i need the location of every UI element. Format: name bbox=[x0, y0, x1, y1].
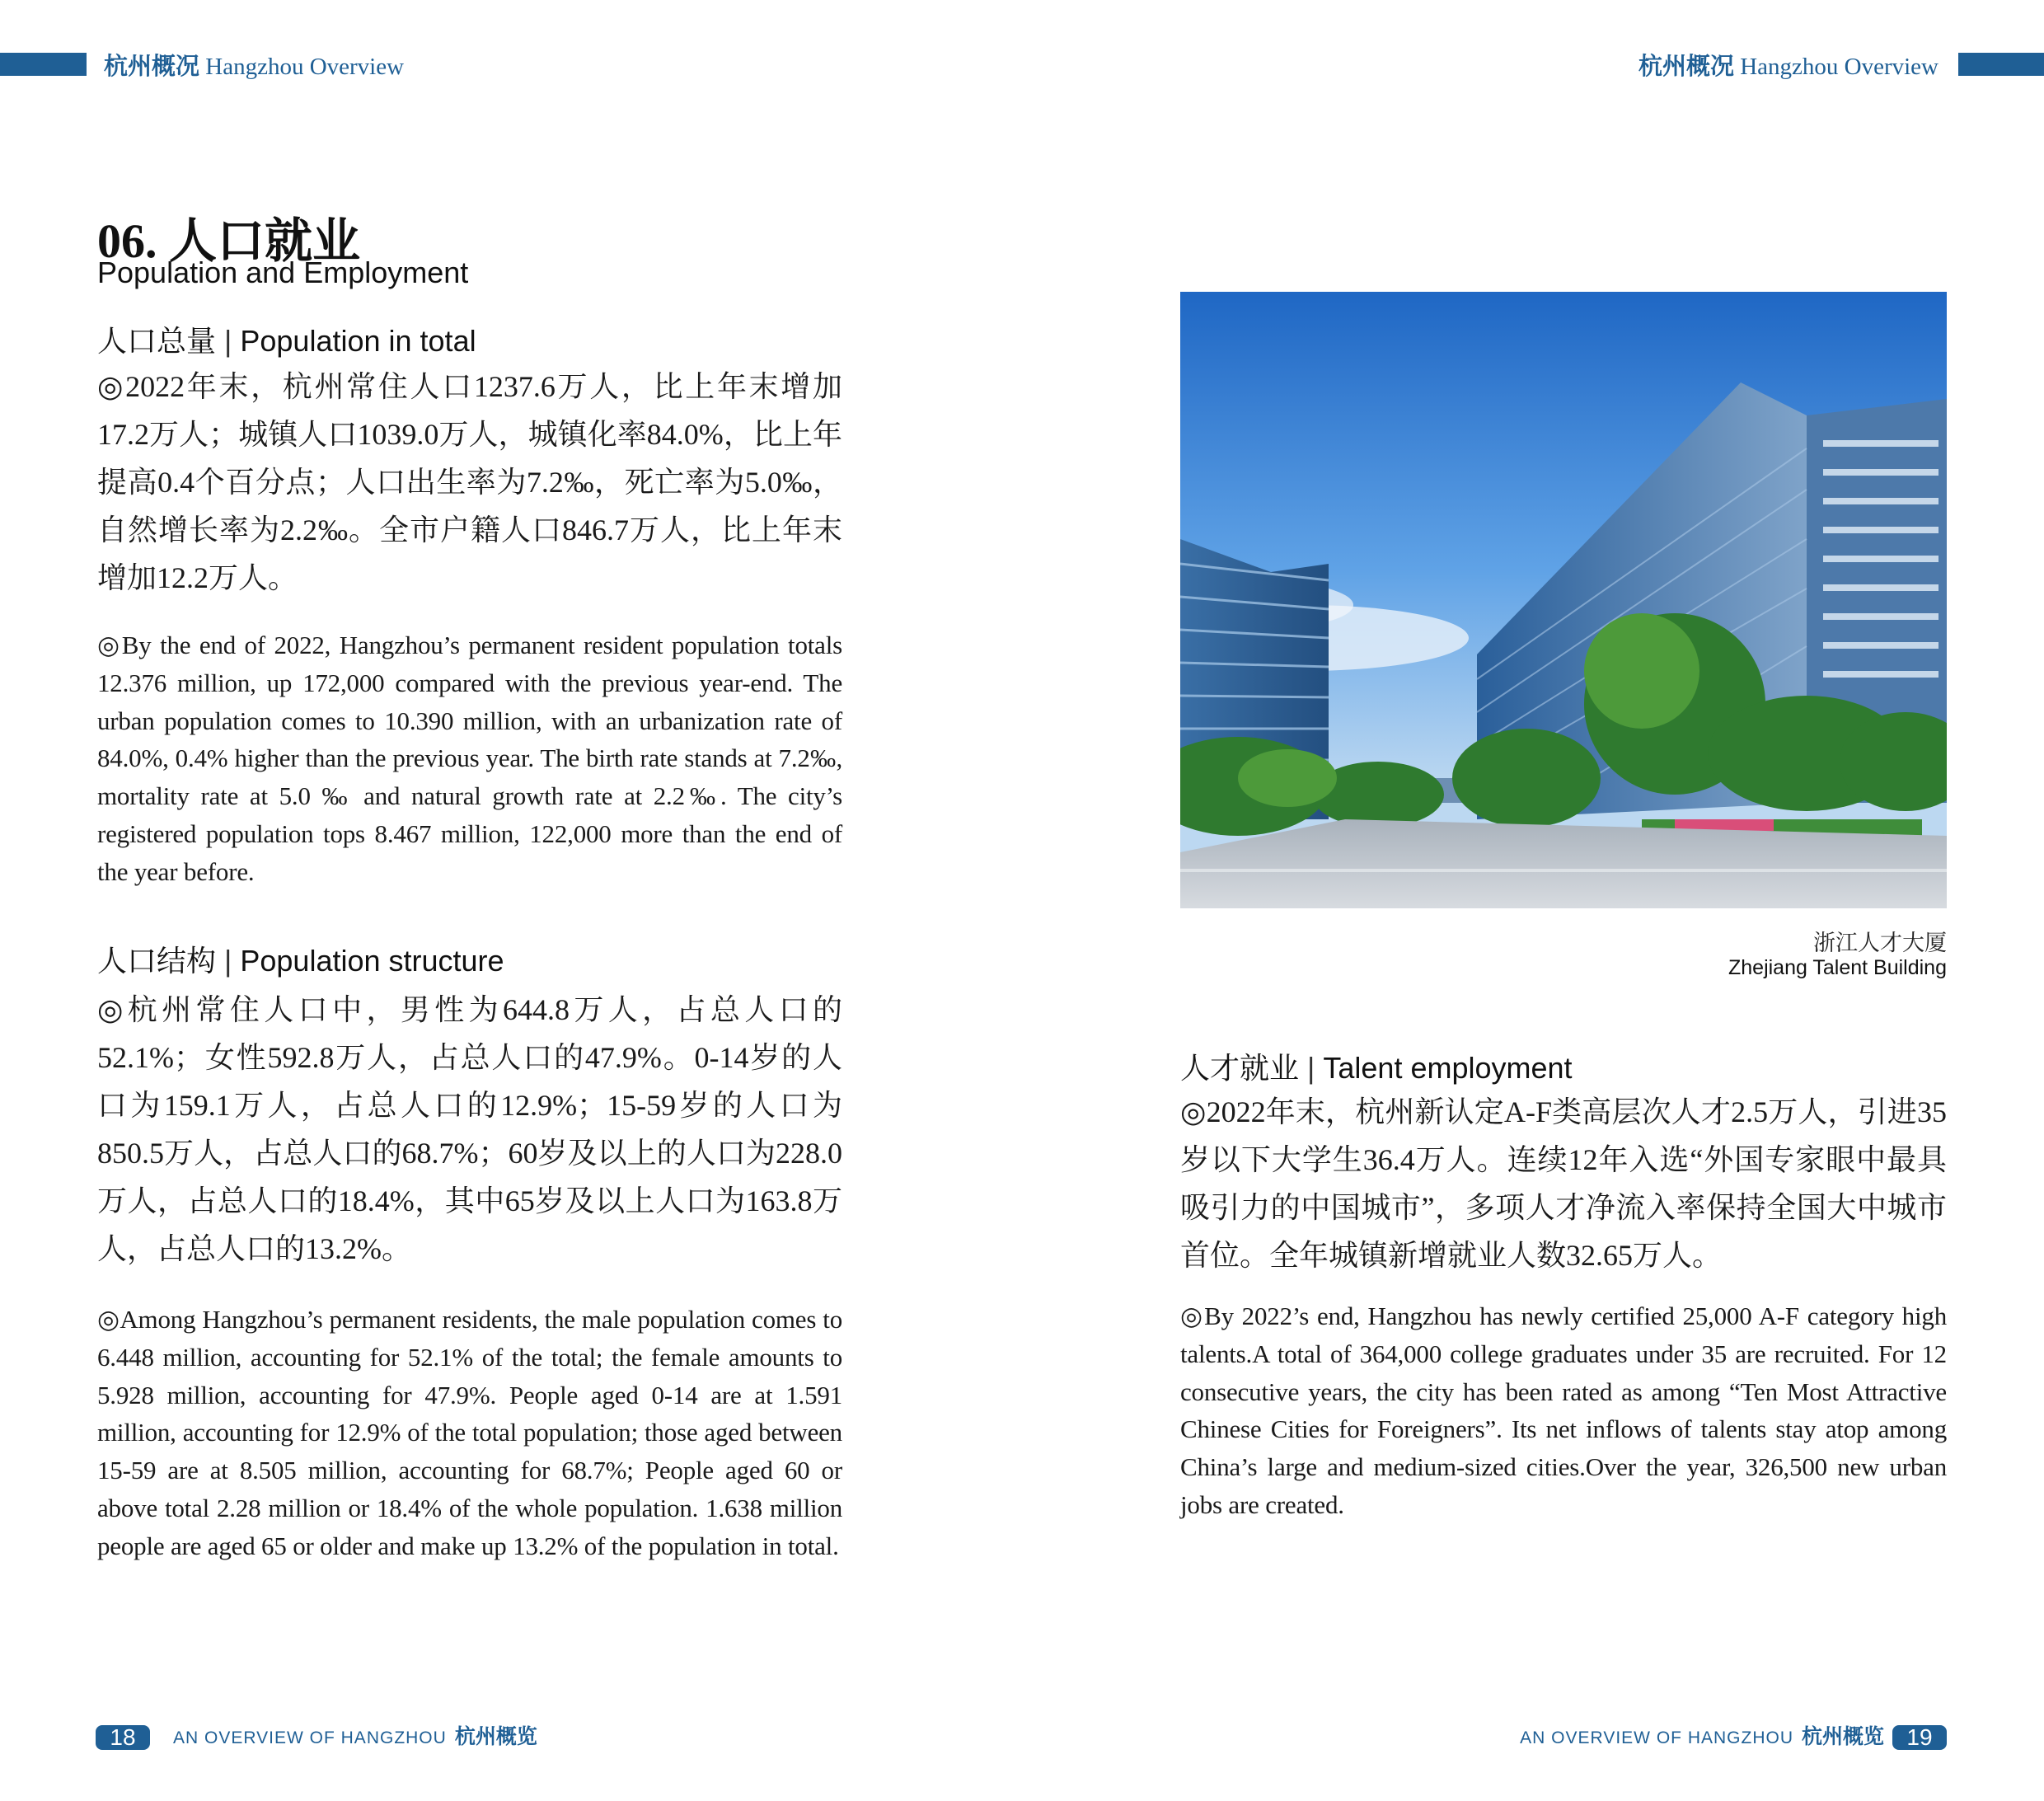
section-heading-talent-employment: 人才就业 | Talent employment bbox=[1180, 1051, 1573, 1085]
footer-left-text: AN OVERVIEW OF HANGZHOU 杭州概览 bbox=[173, 1726, 537, 1748]
chapter-title-en: Population and Employment bbox=[97, 256, 469, 289]
running-head-right: 杭州概况 Hangzhou Overview bbox=[1638, 54, 1939, 80]
photo-caption-en: Zhejiang Talent Building bbox=[1728, 956, 1947, 979]
talent-employment-body-zh: ◎2022年末，杭州新认定A-F类高层次人才2.5万人，引进35岁以下大学生36.4万人。连续12年入选“外国专家眼中最具吸引力的中国城市”，多项人才净流入率保持全国大中城市首位。全年城镇新增就业人数32.65万人。 bbox=[1180, 1095, 1947, 1272]
chapter-title-zh: 06. 人口就业 bbox=[97, 214, 361, 268]
population-structure-body-zh: ◎杭州常住人口中，男性为644.8万人，占总人口的52.1%；女性592.8万人，占总人口的47.9%。0-14岁的人口为159.1万人，占总人口的12.9%；15-59岁的人口为850.5万人，占总人口的68.7%；60岁及以上的人口为228.0万人，占总人口的18.4%，其中65岁及以上人口为163.8万人，占总人口的13.2%。 bbox=[97, 993, 842, 1265]
talent-employment-body-en: ◎By 2022’s end, Hangzhou has newly certified 25,000 A-F category high talents.A total of 364,000 college graduates under 35 are recruited. For 12 consecutive years, the city has been rated as among “Ten Most Attractive Chinese Cities for Foreigners”. Its net inflows of talents stay atop among China’s large and medium-sized cities.Over the year, 326,500 new urban jobs are created. bbox=[1180, 1302, 1947, 1519]
page-number-right: 19 bbox=[1892, 1725, 1947, 1750]
talent-building-photo bbox=[1180, 292, 1947, 908]
population-structure-body-en: ◎Among Hangzhou’s permanent residents, the male population comes to 6.448 million, accounting for 52.1% of the total; the female amounts to 5.928 million, accounting for 47.9%. People aged 0-14 are at 1.591 million, accounting for 12.9% of the total population; those aged between 15-59 are at 8.505 million, accounting for 68.7%; People aged 60 or above total 2.28 million or 18.4% of the whole population. 1.638 million people are aged 65 or older and make up 13.2% of the population in total. bbox=[97, 1305, 842, 1560]
population-total-body-en: ◎By the end of 2022, Hangzhou’s permanent resident population totals 12.376 million, up 172,000 compared with the previous year-end. The urban population comes to 10.390 million, with an urbanization rate of 84.0%, 0.4% higher than the previous year. The birth rate stands at 7.2‰, mortality rate at 5.0 ‰ and natural growth rate at 2.2‰. The city’s registered population tops 8.467 million, 122,000 more than the end of the year before. bbox=[97, 631, 842, 886]
footer-right-text: AN OVERVIEW OF HANGZHOU 杭州概览 bbox=[1520, 1726, 1884, 1748]
header-accent-bar-left bbox=[0, 53, 87, 76]
section-heading-population-total: 人口总量 | Population in total bbox=[97, 324, 476, 358]
header-accent-bar-right bbox=[1958, 53, 2044, 76]
page-number-left: 18 bbox=[96, 1725, 150, 1750]
section-heading-population-structure: 人口结构 | Population structure bbox=[97, 944, 504, 978]
photo-caption-zh: 浙江人才大厦 bbox=[1813, 931, 1947, 955]
running-head-left: 杭州概况 Hangzhou Overview bbox=[104, 54, 405, 80]
population-total-body-zh: ◎2022年末，杭州常住人口1237.6万人，比上年末增加17.2万人；城镇人口1039.0万人，城镇化率84.0%，比上年提高0.4个百分点；人口出生率为7.2‰，死亡率为5.0‰，自然增长率为2.2‰。全市户籍人口846.7万人，比上年末增加12.2万人。 bbox=[97, 370, 842, 594]
